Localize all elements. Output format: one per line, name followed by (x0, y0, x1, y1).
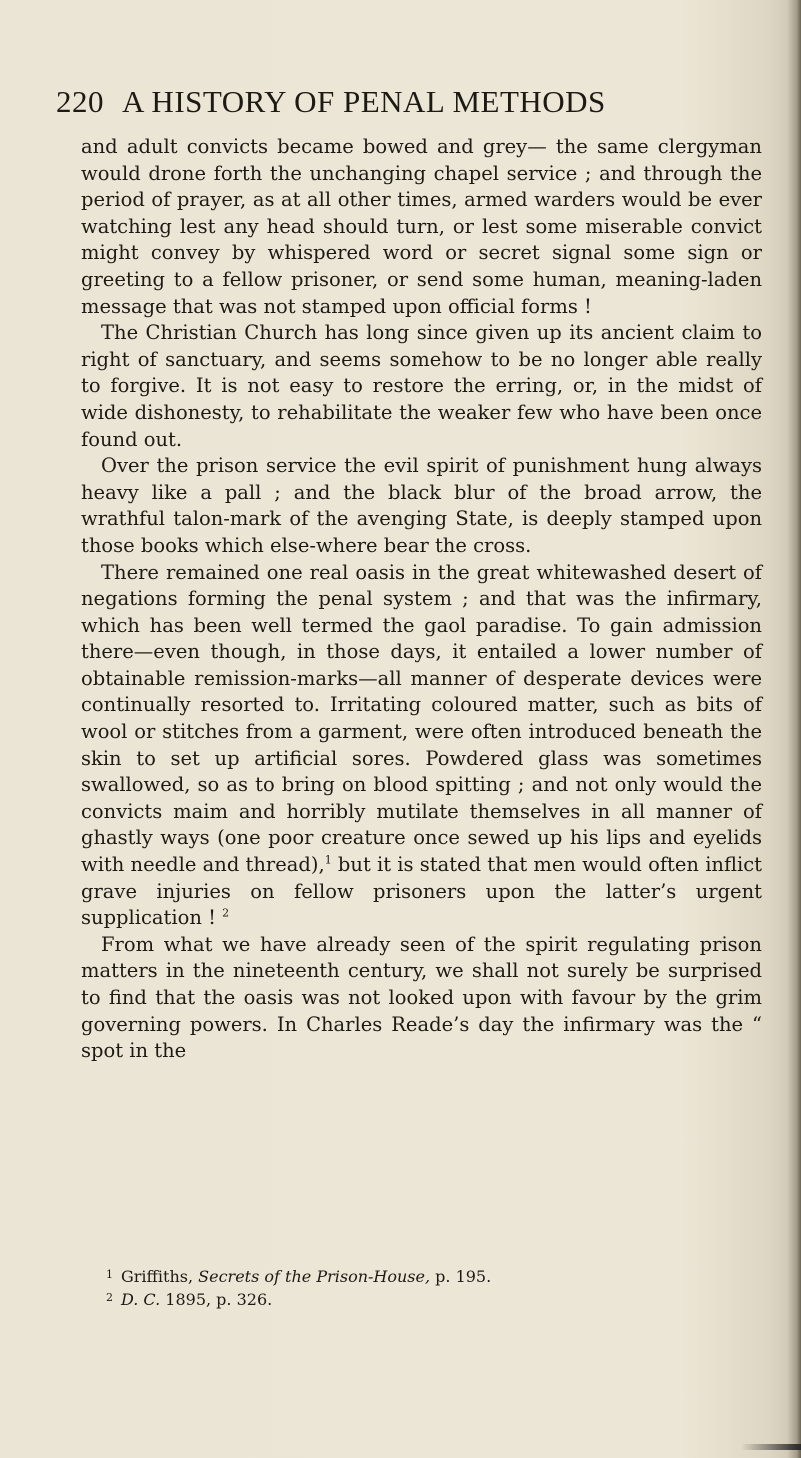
footnote-text: 1895, p. 326. (160, 1290, 273, 1309)
paragraph-1: and adult convicts became bowed and grey— the same clergyman would drone forth the unchanging chapel service ; and through the period of prayer, as at all other times, armed warders would be ever watching lest any head should turn, or lest some miserable convict might convey by whispered word or secret signal some sign or greeting to a fellow prisoner, or send some human, meaning-laden message that was not stamped upon official forms ! (81, 135, 762, 318)
footnote-mark: 1 (106, 1268, 113, 1281)
footnotes (106, 1264, 706, 1310)
running-title: A HISTORY OF PENAL METHODS (122, 84, 606, 119)
footnote-mark: 2 (106, 1291, 113, 1304)
footnote-title: D. C. (121, 1290, 161, 1309)
footnote-1 (106, 1264, 706, 1287)
paragraph-2: The Christian Church has long since given up its ancient claim to right of sanctuary, and seems somehow to be no longer able really to forgive. It is not easy to restore the erring, or, in the midst of wide dishonesty, to rehabilitate the weaker few who have been once found out. (81, 321, 762, 451)
footnote-2 (106, 1287, 706, 1310)
paragraph-4-part-1: There remained one real oasis in the great whitewashed desert of negations forming the penal system ; and that was the infirmary, which has been well termed the gaol paradise. To gain admission there—even though, in those days, it entailed a lower number of obtainable remission-marks—all manner of desperate devices were continually resorted to. Irritating coloured matter, such as bits of wool or stitches from a garment, were often introduced beneath the skin to set up artificial sores. Powdered glass was sometimes swallowed, so as to bring on blood spitting ; and not only would the convicts maim and horribly mutilate themselves in all manner of ghastly ways (one poor creature once sewed up his lips and eyelids with needle and thread), (81, 560, 762, 877)
paragraph-4-part-2: but it is stated that men would often inflict grave injuries on fellow prisoners upon the latter’s urgent supplication ! (81, 853, 762, 930)
footnote-title: Secrets of the Prison-House, (198, 1267, 431, 1286)
footnote-text: p. 195. (430, 1267, 492, 1286)
page-edge-shadow (787, 0, 801, 1458)
paragraph-4 (81, 560, 762, 932)
footnote-ref-1: 1 (324, 853, 332, 867)
paragraph-3: Over the prison service the evil spirit of punishment hung always heavy like a pall ; and the black blur of the broad arrow, the wrathful talon-mark of the avenging State, is deeply stamped upon those books which else-where bear the cross. (81, 454, 762, 557)
footnote-ref-2: 2 (222, 906, 230, 920)
footnote-text: Griffiths, (121, 1267, 199, 1286)
running-head (56, 84, 756, 120)
paragraph-5: From what we have already seen of the spirit regulating prison matters in the nineteenth century, we shall not surely be surprised to find that the oasis was not looked upon with favour by the grim governing powers. In Charles Reade’s day the infirmary was the “ spot in the (81, 932, 762, 1063)
scan-corner-mark (741, 1444, 801, 1450)
page-number: 220 (56, 84, 104, 119)
body-text (81, 134, 762, 1065)
